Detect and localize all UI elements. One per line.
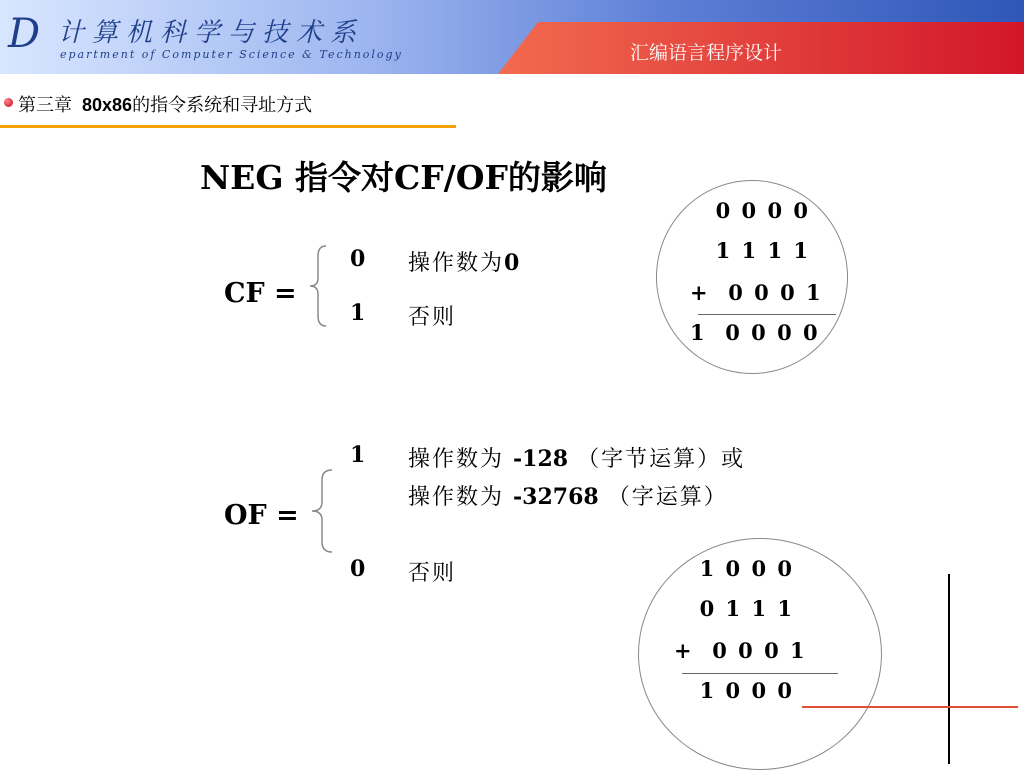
of-case2-text: 否则 (408, 561, 457, 586)
of-case1-value: 1 (350, 442, 366, 468)
department-name-en: epartment of Computer Science & Technology (60, 48, 403, 61)
cf-case2-text: 否则 (408, 305, 457, 330)
example1-line2: 1 1 1 1 (715, 238, 810, 263)
of-brace (306, 468, 336, 554)
cf-brace (306, 244, 330, 328)
example1-result: 1 0 0 0 0 (690, 320, 820, 345)
chapter-title-bold: 80x86 (82, 95, 133, 115)
of-label: OF = (224, 500, 299, 531)
vertical-decor-line (948, 574, 950, 764)
of-case1-line2-tail: （字运算） (607, 485, 728, 510)
of-case1-line2-label: 操作数为 (408, 485, 505, 510)
department-name-cn: 计算机科学与技术系 (58, 18, 365, 48)
of-case1-line1-bold: -128 (513, 446, 569, 472)
chapter-underline (0, 125, 456, 128)
horizontal-decor-line (802, 706, 1018, 708)
cf-label: CF = (224, 278, 297, 309)
cf-case1-bold: 0 (504, 250, 520, 276)
example2-line1: 1 0 0 0 (699, 556, 794, 581)
department-logo-letter: D (8, 11, 41, 57)
example2-line3: + 0 0 0 1 (674, 638, 807, 663)
example1-sum-line (698, 314, 836, 315)
of-case1-line1-label: 操作数为 (408, 447, 505, 472)
of-case2-value: 0 (350, 556, 366, 582)
slide-title: NEG 指令对CF/OF的影响 (200, 158, 607, 197)
bullet-icon (4, 98, 13, 107)
header-banner (0, 0, 1024, 74)
course-title: 汇编语言程序设计 (630, 42, 783, 64)
example1-line1: 0 0 0 0 (715, 198, 810, 223)
example2-line2: 0 1 1 1 (699, 596, 794, 621)
cf-case2-value: 1 (350, 300, 366, 326)
cf-case1-label: 操作数为 (408, 251, 505, 276)
cf-case1-text (408, 246, 519, 277)
of-case1-line2 (408, 480, 728, 511)
example2-sum-line (682, 673, 838, 674)
chapter-prefix: 第三章 (18, 95, 72, 115)
of-case1-line1 (408, 442, 745, 473)
example2-result: 1 0 0 0 (699, 678, 794, 703)
example1-line3: + 0 0 0 1 (690, 280, 823, 305)
chapter-heading (18, 91, 312, 117)
of-case1-line1-tail: （字节运算）或 (577, 447, 746, 472)
of-case1-line2-bold: -32768 (513, 484, 599, 510)
cf-case1-value: 0 (350, 246, 366, 272)
chapter-title-rest: 的指令系统和寻址方式 (132, 95, 313, 115)
